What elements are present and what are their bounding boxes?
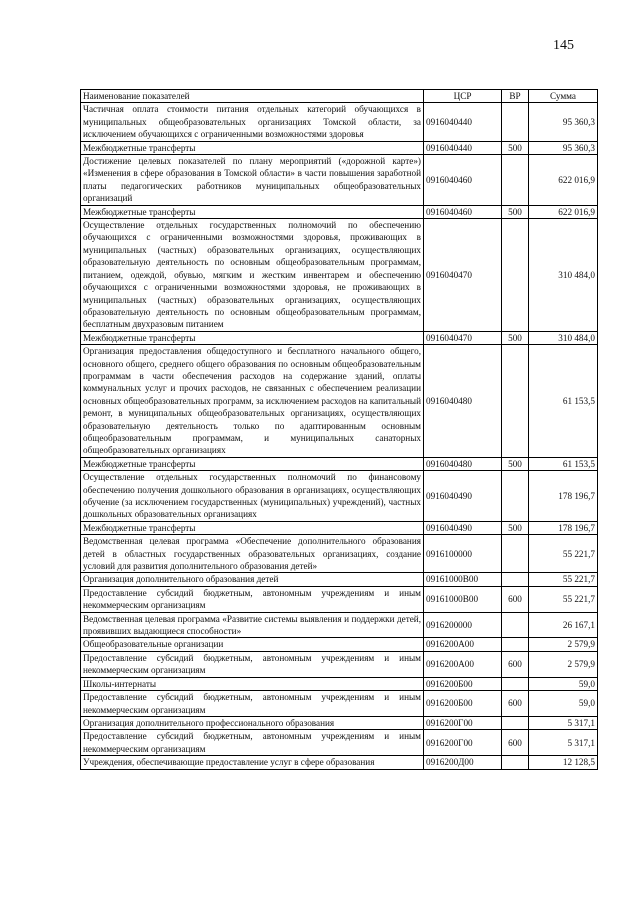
- row-code-cell: 0916040470: [424, 219, 502, 332]
- row-code-cell: 0916040480: [424, 345, 502, 458]
- row-name-cell: Ведомственная целевая программа «Развитие системы выявления и поддержки детей, проявивших выдающиеся способности»: [81, 612, 424, 638]
- row-name-cell: Ведомственная целевая программа «Обеспечение дополнительного образования детей в областных государственных образовательных организациях, создание условий для развития дополнительного образования детей»: [81, 535, 424, 573]
- row-name-cell: Предоставление субсидий бюджетным, автономным учреждениям и иным некоммерческим организациям: [81, 730, 424, 756]
- row-type-cell: 600: [502, 691, 529, 717]
- row-amount-cell: 95 360,3: [529, 141, 598, 154]
- table-row: [81, 677, 598, 690]
- row-code-cell: 0916200А00: [424, 638, 502, 651]
- row-type-cell: 500: [502, 141, 529, 154]
- row-name-cell: Межбюджетные трансферты: [81, 205, 424, 218]
- table-row: [81, 219, 598, 332]
- row-code-cell: 0916100000: [424, 535, 502, 573]
- table-row: [81, 141, 598, 154]
- row-amount-cell: 310 484,0: [529, 331, 598, 344]
- table-row: [81, 331, 598, 344]
- header-amount: Сумма: [529, 90, 598, 103]
- row-name-cell: Осуществление отдельных государственных полномочий по финансовому обеспечению получения дошкольного образования в организациях, осуществляющих обучение (за исключением государственных (муниципальных) учреждений), частных дошкольных образовательных организациях: [81, 471, 424, 522]
- row-name-cell: Достижение целевых показателей по плану мероприятий («дорожной карте») «Изменения в сфере образования в Томской области» в части повышения заработной платы педагогических работников муниципальных общеобразовательных организаций: [81, 155, 424, 206]
- row-code-cell: 0916200Г00: [424, 730, 502, 756]
- row-type-cell: [502, 573, 529, 586]
- row-name-cell: Межбюджетные трансферты: [81, 457, 424, 470]
- row-code-cell: 0916200Д00: [424, 756, 502, 769]
- table-header-row: [81, 90, 598, 103]
- row-amount-cell: 61 153,5: [529, 457, 598, 470]
- row-code-cell: 0916040470: [424, 331, 502, 344]
- row-code-cell: 0916040490: [424, 471, 502, 522]
- table-row: [81, 457, 598, 470]
- row-code-cell: 0916200А00: [424, 651, 502, 677]
- row-amount-cell: 5 317,1: [529, 716, 598, 729]
- row-type-cell: [502, 155, 529, 206]
- table-row: [81, 573, 598, 586]
- table-row: [81, 155, 598, 206]
- row-amount-cell: 55 221,7: [529, 573, 598, 586]
- row-type-cell: [502, 612, 529, 638]
- row-amount-cell: 95 360,3: [529, 103, 598, 141]
- row-name-cell: Межбюджетные трансферты: [81, 331, 424, 344]
- row-type-cell: [502, 535, 529, 573]
- row-name-cell: Межбюджетные трансферты: [81, 141, 424, 154]
- budget-table: [80, 89, 598, 770]
- row-code-cell: 09161000В00: [424, 573, 502, 586]
- row-type-cell: [502, 345, 529, 458]
- row-type-cell: [502, 716, 529, 729]
- row-name-cell: Предоставление субсидий бюджетным, автономным учреждениям и иным некоммерческим организациям: [81, 691, 424, 717]
- row-type-cell: 600: [502, 651, 529, 677]
- row-code-cell: 0916040460: [424, 155, 502, 206]
- header-name: Наименование показателей: [81, 90, 424, 103]
- row-amount-cell: 2 579,9: [529, 638, 598, 651]
- row-amount-cell: 178 196,7: [529, 471, 598, 522]
- row-type-cell: 500: [502, 457, 529, 470]
- row-code-cell: 0916040440: [424, 103, 502, 141]
- header-code: ЦСР: [424, 90, 502, 103]
- row-type-cell: [502, 471, 529, 522]
- header-type: ВР: [502, 90, 529, 103]
- table-row: [81, 205, 598, 218]
- row-name-cell: Организация дополнительного образования детей: [81, 573, 424, 586]
- row-amount-cell: 61 153,5: [529, 345, 598, 458]
- row-type-cell: [502, 103, 529, 141]
- row-code-cell: 0916040440: [424, 141, 502, 154]
- row-amount-cell: 622 016,9: [529, 205, 598, 218]
- table-row: [81, 535, 598, 573]
- row-amount-cell: 178 196,7: [529, 521, 598, 534]
- row-code-cell: 0916040460: [424, 205, 502, 218]
- row-amount-cell: 622 016,9: [529, 155, 598, 206]
- row-amount-cell: 5 317,1: [529, 730, 598, 756]
- row-type-cell: [502, 677, 529, 690]
- row-name-cell: Организация дополнительного профессионального образования: [81, 716, 424, 729]
- row-amount-cell: 59,0: [529, 691, 598, 717]
- row-code-cell: 0916040490: [424, 521, 502, 534]
- row-name-cell: Школы-интернаты: [81, 677, 424, 690]
- row-name-cell: Организация предоставления общедоступного и бесплатного начального общего, основного общего, среднего общего образования по основным общеобразовательным программам в части обеспечения расходов на содержание зданий, оплаты коммунальных услуг и прочих расходов, не связанных с обеспечением реализации основных общеобразовательных программ, за исключением расходов на капитальный ремонт, в муниципальных общеобразовательных организациях, осуществляющих образовательную деятельность только по адаптированным основным общеобразовательным программам, и муниципальных санаторных общеобразовательных организациях: [81, 345, 424, 458]
- row-amount-cell: 55 221,7: [529, 535, 598, 573]
- row-type-cell: [502, 756, 529, 769]
- table-row: [81, 691, 598, 717]
- table-row: [81, 651, 598, 677]
- table-row: [81, 730, 598, 756]
- page-number: 145: [553, 38, 574, 53]
- row-code-cell: 0916200000: [424, 612, 502, 638]
- row-amount-cell: 2 579,9: [529, 651, 598, 677]
- table-row: [81, 521, 598, 534]
- row-type-cell: 600: [502, 730, 529, 756]
- row-name-cell: Осуществление отдельных государственных полномочий по обеспечению обучающихся с ограниченными возможностями здоровья, проживающих в муниципальных (частных) образовательных организациях, осуществляющих образовательную деятельность по основным общеобразовательным программам, питанием, одеждой, обувью, мягким и жестким инвентарем и обеспечению обучающихся с ограниченными возможностями здоровья, не проживающих в муниципальных (частных) образовательных организациях, осуществляющих образовательную деятельность по основным общеобразовательным программам, бесплатным двухразовым питанием: [81, 219, 424, 332]
- row-amount-cell: 12 128,5: [529, 756, 598, 769]
- table-row: [81, 716, 598, 729]
- row-code-cell: 0916200Б00: [424, 691, 502, 717]
- row-code-cell: 0916200Б00: [424, 677, 502, 690]
- row-name-cell: Предоставление субсидий бюджетным, автономным учреждениям и иным некоммерческим организациям: [81, 586, 424, 612]
- row-code-cell: 09161000В00: [424, 586, 502, 612]
- row-type-cell: 600: [502, 586, 529, 612]
- row-name-cell: Общеобразовательные организации: [81, 638, 424, 651]
- row-amount-cell: 310 484,0: [529, 219, 598, 332]
- row-type-cell: [502, 638, 529, 651]
- table-row: [81, 638, 598, 651]
- table-row: [81, 471, 598, 522]
- row-type-cell: 500: [502, 331, 529, 344]
- row-type-cell: 500: [502, 521, 529, 534]
- row-type-cell: 500: [502, 205, 529, 218]
- row-name-cell: Предоставление субсидий бюджетным, автономным учреждениям и иным некоммерческим организациям: [81, 651, 424, 677]
- row-code-cell: 0916040480: [424, 457, 502, 470]
- row-amount-cell: 59,0: [529, 677, 598, 690]
- table-row: [81, 756, 598, 769]
- row-type-cell: [502, 219, 529, 332]
- row-name-cell: Частичная оплата стоимости питания отдельных категорий обучающихся в муниципальных общеобразовательных организациях Томской области, за исключением обучающихся с ограниченными возможностями здоровья: [81, 103, 424, 141]
- table-row: [81, 103, 598, 141]
- table-row: [81, 612, 598, 638]
- table-row: [81, 345, 598, 458]
- row-name-cell: Межбюджетные трансферты: [81, 521, 424, 534]
- row-name-cell: Учреждения, обеспечивающие предоставление услуг в сфере образования: [81, 756, 424, 769]
- row-amount-cell: 55 221,7: [529, 586, 598, 612]
- table-row: [81, 586, 598, 612]
- row-code-cell: 0916200Г00: [424, 716, 502, 729]
- row-amount-cell: 26 167,1: [529, 612, 598, 638]
